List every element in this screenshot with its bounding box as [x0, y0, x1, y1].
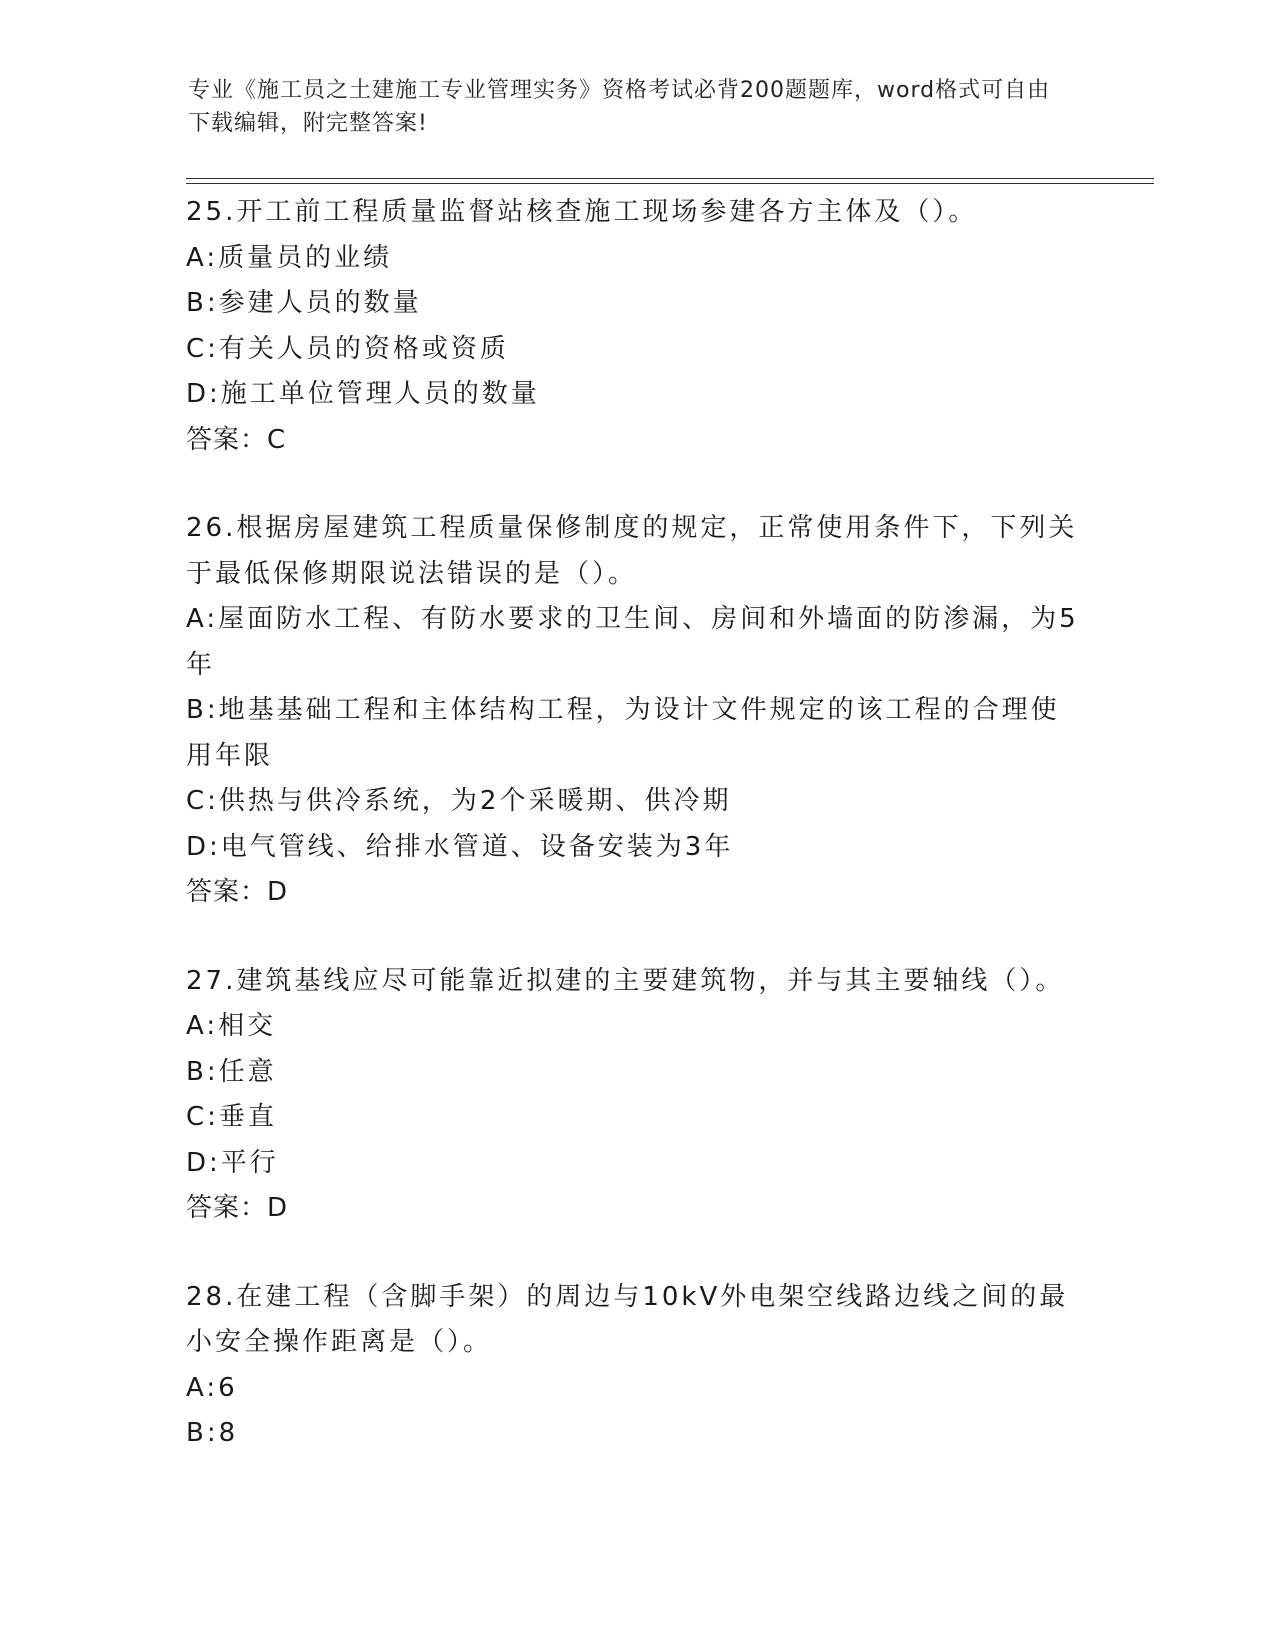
question-27 — [186, 959, 1086, 1232]
option-c: C:有关人员的资格或资质 — [186, 333, 509, 364]
option-b: B:任意 — [186, 1056, 277, 1087]
option-c: C:供热与供冷系统，为2个采暖期、供冷期 — [186, 786, 732, 816]
option-a: A:相交 — [186, 1011, 277, 1041]
option-b: B:地基基础工程和主体结构工程，为设计文件规定的该工程的合理使用年限 — [186, 695, 1060, 771]
question-list — [186, 190, 1086, 1500]
question-stem: 28.在建工程（含脚手架）的周边与10kV外电架空线路边线之间的最小安全操作距离是（）。 — [186, 1281, 1069, 1357]
question-25 — [186, 190, 1086, 463]
header-divider-bottom — [186, 183, 1154, 184]
document-header: 专业《施工员之土建施工专业管理实务》资格考试必背200题题库，word格式可自由下载编辑，附完整答案! — [188, 78, 1051, 136]
option-b: B:8 — [186, 1418, 239, 1448]
answer-line: 答案：C — [186, 424, 287, 455]
option-d: D:施工单位管理人员的数量 — [186, 379, 540, 409]
answer-line: 答案：D — [186, 1193, 289, 1223]
option-a: A:6 — [186, 1372, 238, 1403]
option-a: A:屋面防水工程、有防水要求的卫生间、房间和外墙面的防渗漏，为5年 — [186, 604, 1079, 680]
question-26 — [186, 506, 1086, 916]
question-stem: 25.开工前工程质量监督站核查施工现场参建各方主体及（）。 — [186, 197, 978, 227]
question-stem: 27.建筑基线应尽可能靠近拟建的主要建筑物，并与其主要轴线（）。 — [186, 965, 1065, 996]
question-stem: 26.根据房屋建筑工程质量保修制度的规定，正常使用条件下，下列关于最低保修期限说法错误的是（）。 — [186, 513, 1078, 589]
option-b: B:参建人员的数量 — [186, 288, 422, 318]
option-c: C:垂直 — [186, 1102, 277, 1132]
answer-line: 答案：D — [186, 877, 289, 907]
question-28 — [186, 1275, 1086, 1457]
header-divider-top — [186, 178, 1154, 179]
option-a: A:质量员的业绩 — [186, 242, 393, 273]
option-d: D:电气管线、给排水管道、设备安装为3年 — [186, 831, 734, 862]
option-d: D:平行 — [186, 1147, 279, 1178]
